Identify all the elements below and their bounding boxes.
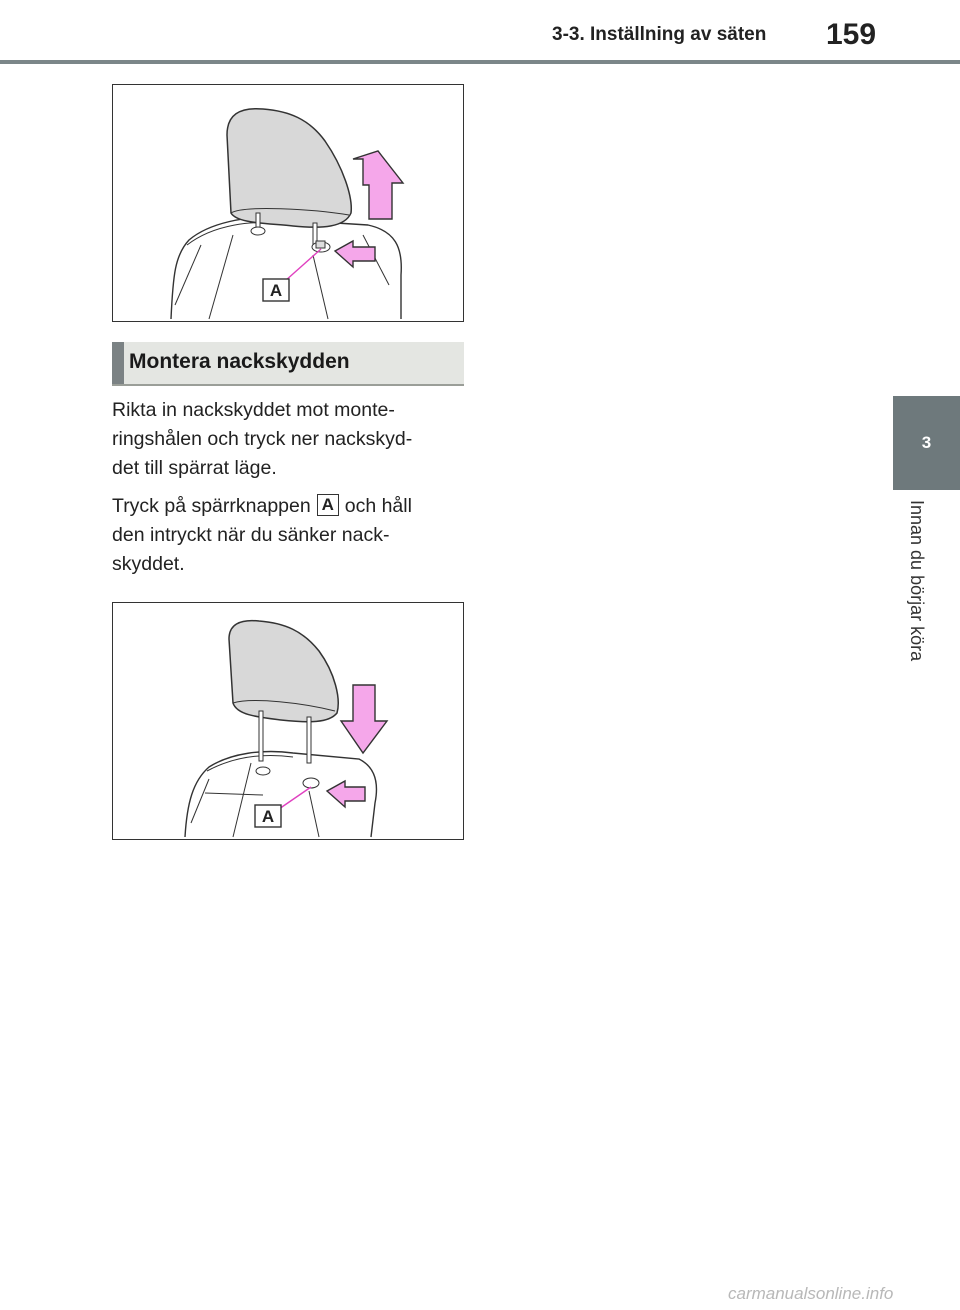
chapter-title: Innan du börjar köra <box>907 500 927 662</box>
figure-headrest-removal <box>112 84 464 322</box>
chapter-label-wrap <box>900 500 954 700</box>
paragraph1-line1: Rikta in nackskyddet mot monte- <box>112 399 395 421</box>
inline-label-a: A <box>317 494 339 516</box>
page-number: 159 <box>826 18 877 51</box>
figure1-label-a: A <box>269 281 283 300</box>
headrest-installation-illustration <box>113 603 463 839</box>
paragraph2-line1-after: och håll <box>344 495 412 517</box>
section-heading-text: Montera nackskydden <box>129 350 350 373</box>
header-section-title: 3-3. Inställning av säten <box>552 24 767 45</box>
section-heading <box>112 342 464 386</box>
paragraph1-line2: ringshålen och tryck ner nackskyd- <box>112 428 413 450</box>
paragraph-press-lock-button <box>112 492 412 579</box>
headrest-removal-illustration <box>113 85 463 321</box>
paragraph1-line3: det till spärrat läge. <box>112 457 277 479</box>
section-heading-bar <box>112 342 124 384</box>
paragraph2-line1-before: Tryck på spärrknappen <box>112 495 311 517</box>
chapter-tab <box>893 396 960 490</box>
header-rule <box>0 60 960 64</box>
figure2-label-a: A <box>261 807 275 826</box>
watermark: carmanualsonline.info <box>728 1284 894 1303</box>
figure-headrest-installation <box>112 602 464 840</box>
paragraph2-line2: den intryckt när du sänker nack- <box>112 524 390 546</box>
chapter-number: 3 <box>921 433 932 452</box>
paragraph2-line3: skyddet. <box>112 553 185 575</box>
paragraph-align-headrest <box>112 396 412 483</box>
paragraph2-line1 <box>112 492 412 521</box>
